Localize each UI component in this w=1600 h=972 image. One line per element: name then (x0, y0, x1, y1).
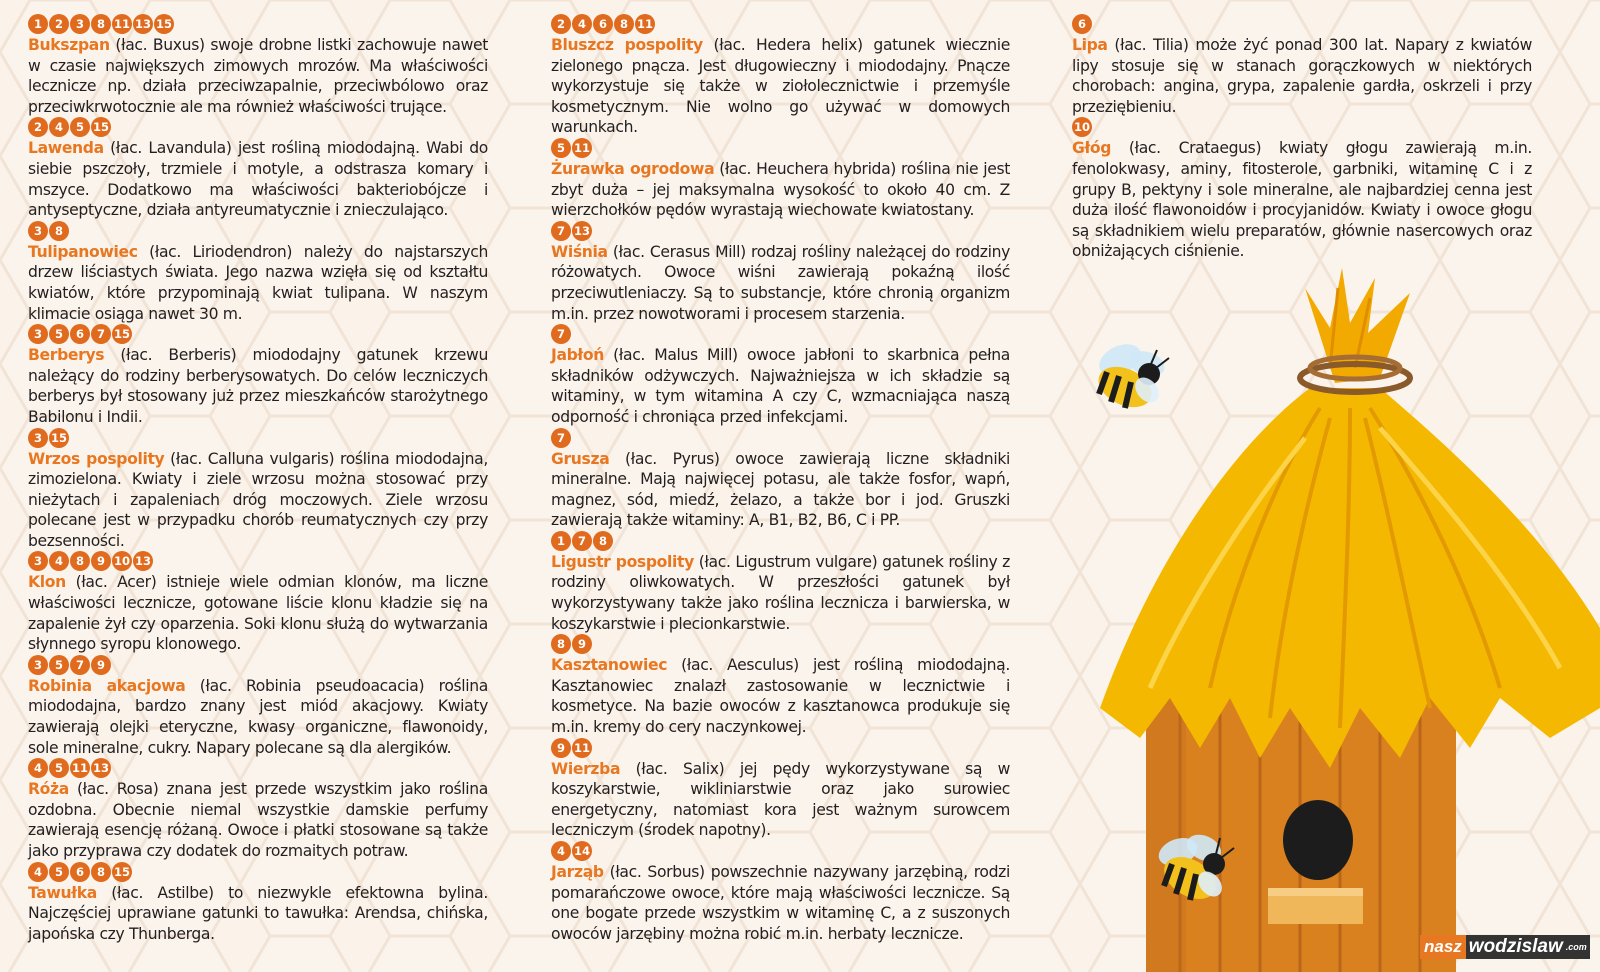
number-badges (551, 221, 1010, 242)
plant-text: (łac. Acer) istnieje wiele odmian klonów, ma liczne właściwości lecznicze, gotowane liście klonu kładzie się na zapalenie żył czy oparzenia. Soki klonu służą do wytwarzania słynnego syropu klonowego. (28, 573, 488, 654)
number-badge: 8 (91, 14, 111, 34)
number-badges (551, 841, 1010, 862)
plant-description (551, 862, 1010, 944)
plant-name: Tulipanowiec (28, 242, 138, 261)
number-badge: 14 (572, 841, 592, 861)
number-badge: 10 (112, 551, 132, 571)
logo-part-1: nasz (1420, 935, 1466, 959)
number-badge: 13 (91, 758, 111, 778)
plant-entry (551, 324, 1010, 427)
plant-name: Wierzba (551, 759, 621, 778)
plant-text: (łac. Cerasus Mill) rodzaj rośliny należącej do rodziny różowatych. Owoce wiśni zawierają pokaźną ilość przeciwutleniaczy. Są to substancje, które chronią organizm m.in. przez nowotworami i procesem starzenia. (551, 242, 1010, 323)
plant-name: Kasztanowiec (551, 656, 668, 675)
plant-text: (łac. Astilbe) to niezwykle efektowna bylina. Najczęściej uprawiane gatunki to tawułka: Arendsa, chińska, japońska czy Thunberga. (28, 883, 488, 943)
number-badge: 3 (28, 428, 48, 448)
plant-text: (łac. Malus Mill) owoce jabłoni to skarbnica pełna składników odżywczych. Najważniejsza w ich składzie są witaminy, w tym witamina A czy C, wzmacniająca naszą odporność i chroniąca przed infekcjami. (551, 346, 1010, 426)
plant-name: Robinia akacjowa (28, 676, 186, 695)
plant-text: (łac. Pyrus) owoce zawierają liczne składniki mineralne. Mają najwięcej potasu, ale także fosfor, wapń, magnez, sód, miedź, żelazo, a także bor i jod. Gruszki zawierają także witaminy: A, B1, B2, B6, C i PP. (551, 449, 1010, 530)
number-badge: 7 (91, 324, 111, 344)
nasz-wodzislaw-logo[interactable] (1420, 934, 1590, 959)
number-badge: 15 (112, 862, 132, 882)
number-badge: 6 (1072, 14, 1092, 34)
plant-name: Grusza (551, 449, 610, 468)
plant-entry (551, 138, 1010, 221)
plant-description (551, 345, 1010, 427)
plant-entry (551, 221, 1010, 324)
number-badge: 11 (572, 138, 592, 158)
plant-text: (łac. Rosa) znana jest przede wszystkim jako roślina ozdobna. Obecnie niemal wszystkie damskie perfumy zawierają esencję różaną. Owoce i płatki stosowane są także jako przyprawa czy dodatek do rozmaitych potraw. (28, 780, 488, 860)
number-badge: 5 (49, 758, 69, 778)
plant-name: Róża (28, 780, 69, 799)
plant-text: (łac. Sorbus) powszechnie nazywany jarzębiną, rodzi pomarańczowe owoce, które mają właściwości lecznicze. Są one bogate przede wszystkim w witaminę C, a z suszonych owoców jarzębiny można robić m.in. herbaty lecznicze. (551, 863, 1010, 943)
plant-entry (28, 221, 488, 324)
plant-entry (551, 531, 1010, 634)
number-badges (551, 138, 1010, 159)
plant-entry (28, 324, 488, 427)
plant-entry (1072, 117, 1532, 262)
number-badge: 3 (28, 551, 48, 571)
plant-entry (551, 14, 1010, 138)
plant-column-1 (28, 14, 488, 944)
plant-description (28, 572, 488, 654)
plant-text: (łac. Ligustrum vulgare) gatunek rośliny z rodziny oliwkowatych. W przeszłości gatunek był wykorzystywany także jako roślina lecznicza i barwierska, w koszykarstwie i plecionkarstwie. (551, 552, 1010, 633)
number-badge: 5 (70, 117, 90, 137)
plant-entry (1072, 14, 1532, 117)
plant-name: Lipa (1072, 36, 1108, 54)
number-badges (551, 634, 1010, 655)
number-badges (28, 221, 488, 242)
plant-description (551, 242, 1010, 324)
number-badge: 15 (49, 428, 69, 448)
plant-text: (łac. Calluna vulgaris) roślina miododajna, zimozielona. Kwiaty i ziele wrzosu można stosować przy nieżytach i zapaleniach dróg moczowych. Ziele wrzosu polecane jest w przypadku chorób reumatycznych czy przy bezsenności. (28, 449, 488, 550)
number-badges (28, 324, 488, 345)
number-badge: 4 (49, 117, 69, 137)
plant-entry (28, 862, 488, 945)
plant-name: Lawenda (28, 139, 104, 158)
number-badge: 5 (551, 138, 571, 158)
number-badge: 6 (70, 862, 90, 882)
number-badge: 7 (551, 324, 571, 344)
plant-description (551, 449, 1010, 531)
number-badges (551, 428, 1010, 449)
logo-part-3: .com (1566, 935, 1590, 959)
number-badge: 2 (28, 117, 48, 137)
number-badge: 11 (112, 14, 132, 34)
plant-description (551, 655, 1010, 737)
plant-name: Jabłoń (551, 346, 604, 365)
number-badge: 4 (572, 14, 592, 34)
number-badge: 9 (91, 551, 111, 571)
number-badge: 5 (49, 324, 69, 344)
plant-text: (łac. Crataegus) kwiaty głogu zawierają m.in. fenolokwasy, aminy, fitosterole, garbniki, witaminę C i z grupy B, pektyny i sole mineralne, ale najbardziej cenna jest duża ilość flawonoidów i procyjanidów. Kwiaty i owoce głogu są składnikiem wielu preparatów, głównie nasercowych oraz obniżających ciśnienie. (1072, 139, 1532, 261)
number-badge: 5 (49, 655, 69, 675)
plant-text: (łac. Liriodendron) należy do najstarszych drzew liściastych świata. Jego nazwa wzięła się od kształtu kwiatów, które przypominają kwiat tulipana. W naszym klimacie osiąga nawet 30 m. (28, 242, 488, 323)
number-badges (28, 862, 488, 883)
plant-entry (28, 14, 488, 117)
number-badge: 13 (133, 14, 153, 34)
number-badge: 3 (28, 324, 48, 344)
plant-text: (łac. Berberis) miododajny gatunek krzewu należący do rodziny berberysowatych. Do celów leczniczych berberys był stosowany już przez mieszkańców starożytnego Babilonu i Indii. (28, 346, 488, 426)
number-badges (1072, 117, 1532, 138)
plant-description (551, 552, 1010, 634)
number-badge: 4 (551, 841, 571, 861)
plant-description (551, 35, 1010, 138)
plant-text: (łac. Aesculus) jest rośliną miododajną. Kasztanowiec znalazł zastosowanie w lecznictwie i kosmetyce. Na bazie owoców z kasztanowca produkuje się m.in. kremy do cery naczynkowej. (551, 656, 1010, 737)
plant-name: Tawułka (28, 883, 97, 902)
number-badge: 9 (91, 655, 111, 675)
plant-description (28, 449, 488, 552)
plant-entry (28, 551, 488, 654)
plant-name: Jarząb (551, 863, 604, 881)
number-badge: 8 (70, 551, 90, 571)
number-badge: 11 (70, 758, 90, 778)
number-badges (551, 14, 1010, 35)
number-badges (28, 758, 488, 779)
plant-column-3 (1072, 14, 1532, 262)
number-badge: 3 (28, 221, 48, 241)
number-badge: 4 (49, 551, 69, 571)
number-badge: 9 (551, 738, 571, 758)
number-badges (551, 531, 1010, 552)
plant-name: Bluszcz pospolity (551, 36, 703, 54)
number-badge: 2 (49, 14, 69, 34)
plant-name: Berberys (28, 346, 105, 365)
plant-text: (łac. Heuchera hybrida) roślina nie jest zbyt duża – jej maksymalna wysokość to około 40 cm. Z wierzchołków pędów wyrastają wiechowate kwiatostany. (551, 159, 1010, 220)
logo-part-2: wodzislaw (1466, 935, 1566, 959)
plant-description (28, 138, 488, 220)
number-badge: 3 (28, 655, 48, 675)
number-badge: 1 (28, 14, 48, 34)
number-badge: 7 (70, 655, 90, 675)
number-badge: 4 (28, 758, 48, 778)
number-badges (28, 117, 488, 138)
number-badge: 7 (572, 531, 592, 551)
plant-description (551, 159, 1010, 221)
bee-icon (1085, 342, 1175, 427)
number-badge: 15 (91, 117, 111, 137)
plant-entry (28, 428, 488, 552)
plant-description (1072, 138, 1532, 262)
number-badge: 15 (154, 14, 174, 34)
number-badge: 9 (572, 634, 592, 654)
plant-entry (28, 655, 488, 758)
number-badges (28, 551, 488, 572)
plant-column-2 (551, 14, 1010, 944)
number-badge: 2 (551, 14, 571, 34)
plant-entry (551, 841, 1010, 944)
number-badges (28, 428, 488, 449)
plant-description (28, 242, 488, 324)
plant-description (28, 345, 488, 427)
number-badge: 5 (49, 862, 69, 882)
plant-name: Wrzos pospolity (28, 449, 165, 468)
number-badge: 8 (614, 14, 634, 34)
number-badge: 4 (28, 862, 48, 882)
plant-name: Klon (28, 573, 66, 592)
number-badge: 11 (572, 738, 592, 758)
number-badge: 7 (551, 428, 571, 448)
number-badge: 11 (635, 14, 655, 34)
plant-text: (łac. Lavandula) jest rośliną miododajną. Wabi do siebie pszczoły, trzmiele i motyle, a odstrasza komary i mszyce. Dodatkowo ma właściwości bakteriobójcze i antyseptyczne, działa antyreumatycznie i znieczulająco. (28, 139, 488, 220)
plant-entry (551, 738, 1010, 841)
plant-entry (551, 428, 1010, 531)
plant-description (28, 883, 488, 945)
number-badge: 8 (91, 862, 111, 882)
plant-entry (28, 758, 488, 861)
number-badge: 6 (593, 14, 613, 34)
number-badge: 8 (593, 531, 613, 551)
plant-entry (551, 634, 1010, 737)
plant-name: Ligustr pospolity (551, 552, 694, 571)
number-badges (28, 14, 488, 35)
number-badge: 15 (112, 324, 132, 344)
plant-name: Bukszpan (28, 36, 110, 54)
plant-name: Wiśnia (551, 242, 608, 261)
plant-description (28, 676, 488, 758)
number-badge: 10 (1072, 117, 1092, 137)
number-badge: 6 (70, 324, 90, 344)
plant-entry (28, 117, 488, 220)
plant-description (28, 779, 488, 861)
bee-icon (1150, 830, 1240, 915)
plant-description (551, 759, 1010, 841)
plant-text: (łac. Robinia pseudoacacia) roślina miododajna, bardzo znany jest miód akacjowy. Kwiaty zawierają olejki eteryczne, kwasy organiczne, flawonoidy, sole mineralne, cukry. Napary polecane są dla alergików. (28, 676, 488, 757)
number-badges (551, 324, 1010, 345)
plant-description (28, 35, 488, 117)
number-badge: 3 (70, 14, 90, 34)
plant-text: (łac. Buxus) swoje drobne listki zachowuje nawet w czasie największych zimowych mrozów. Ma właściwości lecznicze np. działa przeciwzapalnie, przeciwbólowo oraz przeciwkrwotocznie ale ma również właściwości trujące. (28, 36, 488, 116)
plant-text: (łac. Tilia) może żyć ponad 300 lat. Napary z kwiatów lipy stosuje się w stanach gorączkowych w niektórych chorobach: angina, grypa, zapalenie gardła, oskrzeli i przy przeziębieniu. (1072, 36, 1532, 116)
plant-text: (łac. Hedera helix) gatunek wiecznie zielonego pnącza. Jest długowieczny i miododajny. Pnącze wykorzystuje się także w ziołolecznictwie i przemyśle kosmetycznym. Nie wolno go używać w domowych warunkach. (551, 36, 1010, 137)
number-badge: 8 (49, 221, 69, 241)
number-badge: 7 (551, 221, 571, 241)
number-badge: 1 (551, 531, 571, 551)
number-badge: 13 (572, 221, 592, 241)
plant-text: (łac. Salix) jej pędy wykorzystywane są w koszykarstwie, wikliniarstwie oraz jako surowiec energetyczny, natomiast kora jest ważnym surowcem leczniczym (środek napotny). (551, 759, 1010, 840)
plant-name: Głóg (1072, 139, 1112, 158)
plant-name: Żurawka ogrodowa (551, 159, 715, 178)
number-badges (551, 738, 1010, 759)
number-badge: 8 (551, 634, 571, 654)
number-badges (28, 655, 488, 676)
number-badges (1072, 14, 1532, 35)
number-badge: 13 (133, 551, 153, 571)
plant-description (1072, 35, 1532, 117)
